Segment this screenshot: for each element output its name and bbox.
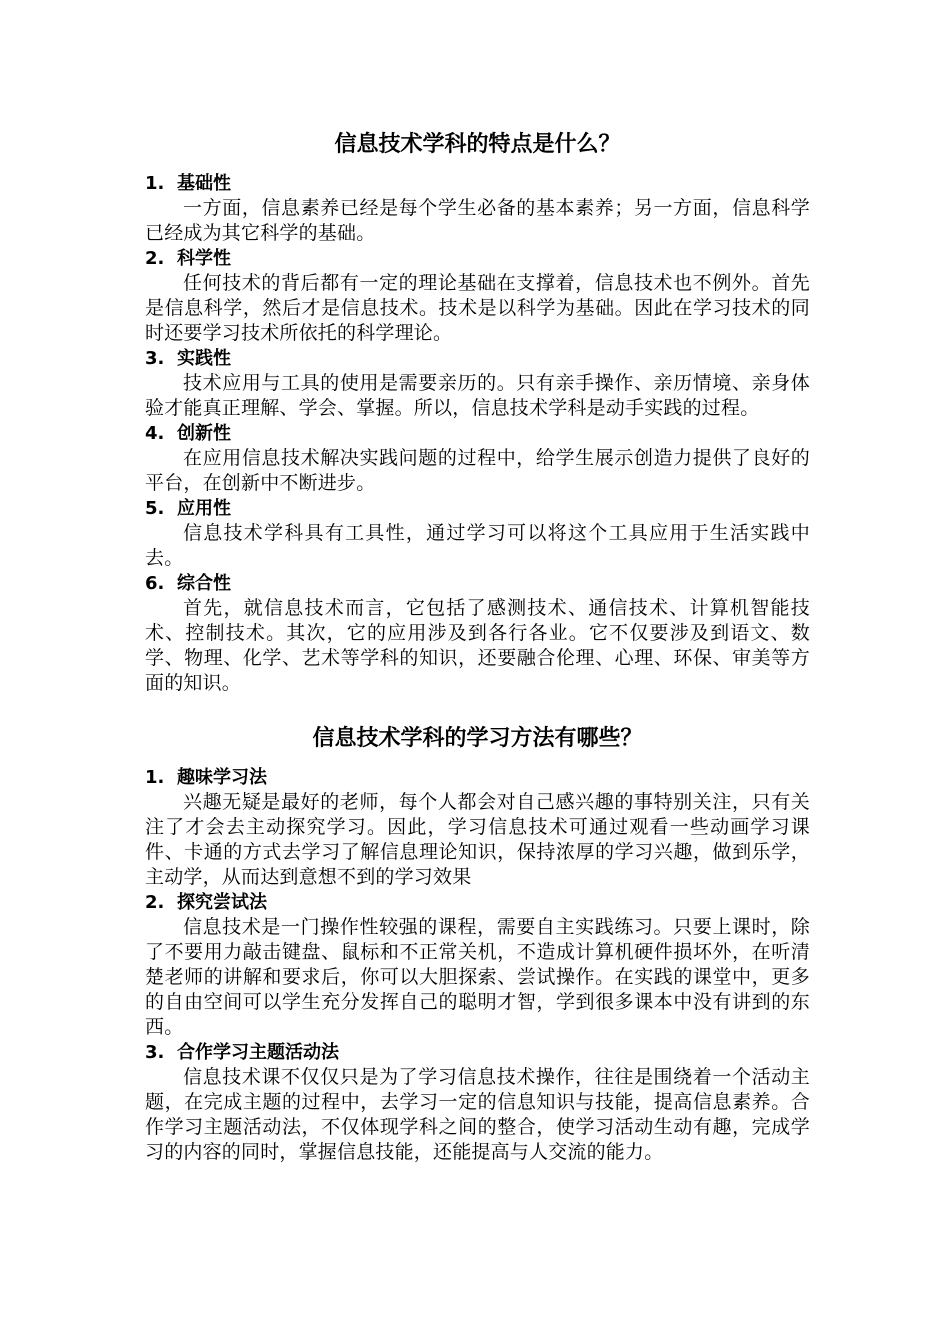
item-number: 1. [145, 173, 165, 194]
list-item [145, 572, 810, 696]
item-heading-text: 基础性 [177, 173, 231, 194]
item-heading [145, 1041, 810, 1065]
item-heading-text: 创新性 [177, 423, 231, 444]
item-heading [145, 572, 810, 596]
item-heading-text: 应用性 [177, 498, 231, 519]
list-item [145, 1041, 810, 1165]
item-number: 3. [145, 1042, 165, 1063]
item-number: 4. [145, 423, 165, 444]
item-heading-text: 科学性 [177, 248, 231, 269]
list-item [145, 891, 810, 1040]
list-item [145, 422, 810, 496]
item-number: 6. [145, 573, 165, 594]
item-body: 信息技术学科具有工具性，通过学习可以将这个工具应用于生活实践中去。 [145, 522, 810, 569]
section-characteristics [145, 128, 810, 696]
item-body: 在应用信息技术解决实践问题的过程中，给学生展示创造力提供了良好的平台，在创新中不断进步。 [145, 447, 810, 494]
item-heading [145, 347, 810, 371]
item-number: 2. [145, 892, 165, 913]
item-body: 任何技术的背后都有一定的理论基础在支撑着，信息技术也不例外。首先是信息科学，然后才是信息技术。技术是以科学为基础。因此在学习技术的同时还要学习技术所依托的科学理论。 [145, 272, 810, 344]
list-item [145, 247, 810, 346]
item-heading [145, 766, 810, 790]
item-heading-text: 实践性 [177, 348, 231, 369]
item-heading [145, 422, 810, 446]
list-item [145, 766, 810, 890]
item-heading [145, 172, 810, 196]
item-body: 兴趣无疑是最好的老师，每个人都会对自己感兴趣的事特别关注，只有关注了才会去主动探究学习。因此，学习信息技术可通过观看一些动画学习课件、卡通的方式去学习了解信息理论知识，保持浓厚的学习兴趣，做到乐学，主动学，从而达到意想不到的学习效果 [145, 791, 810, 888]
section-learning-methods [145, 722, 810, 1165]
item-number: 5. [145, 498, 165, 519]
item-heading-text: 探究尝试法 [177, 892, 267, 913]
item-heading-text: 趣味学习法 [177, 767, 267, 788]
section-title: 信息技术学科的学习方法有哪些？ [312, 726, 643, 751]
section-title: 信息技术学科的特点是什么？ [334, 132, 621, 157]
item-body: 一方面，信息素养已经是每个学生必备的基本素养；另一方面，信息科学已经成为其它科学的基础。 [145, 197, 810, 244]
item-heading [145, 891, 810, 915]
item-heading [145, 247, 810, 271]
list-item [145, 497, 810, 571]
list-item [145, 347, 810, 421]
item-heading-text: 综合性 [177, 573, 231, 594]
item-body: 信息技术是一门操作性较强的课程，需要自主实践练习。只要上课时，除了不要用力敲击键盘、鼠标和不正常关机，不造成计算机硬件损坏外，在听清楚老师的讲解和要求后，你可以大胆探索、尝试操作。在实践的课堂中，更多的自由空间可以学生充分发挥自己的聪明才智，学到很多课本中没有讲到的东西。 [145, 916, 810, 1038]
item-number: 3. [145, 348, 165, 369]
item-body: 信息技术课不仅仅只是为了学习信息技术操作，往往是围绕着一个活动主题，在完成主题的过程中，去学习一定的信息知识与技能，提高信息素养。合作学习主题活动法，不仅体现学科之间的整合，使学习活动生动有趣，完成学习的内容的同时，掌握信息技能，还能提高与人交流的能力。 [145, 1066, 810, 1163]
list-item [145, 172, 810, 246]
item-heading [145, 497, 810, 521]
item-body: 首先，就信息技术而言，它包括了感测技术、通信技术、计算机智能技术、控制技术。其次，它的应用涉及到各行各业。它不仅要涉及到语文、数学、物理、化学、艺术等学科的知识，还要融合伦理、心理、环保、审美等方面的知识。 [145, 597, 810, 694]
item-body: 技术应用与工具的使用是需要亲历的。只有亲手操作、亲历情境、亲身体验才能真正理解、学会、掌握。所以，信息技术学科是动手实践的过程。 [145, 372, 810, 419]
item-number: 2. [145, 248, 165, 269]
document-page [145, 128, 810, 1166]
item-number: 1. [145, 767, 165, 788]
item-heading-text: 合作学习主题活动法 [177, 1042, 339, 1063]
